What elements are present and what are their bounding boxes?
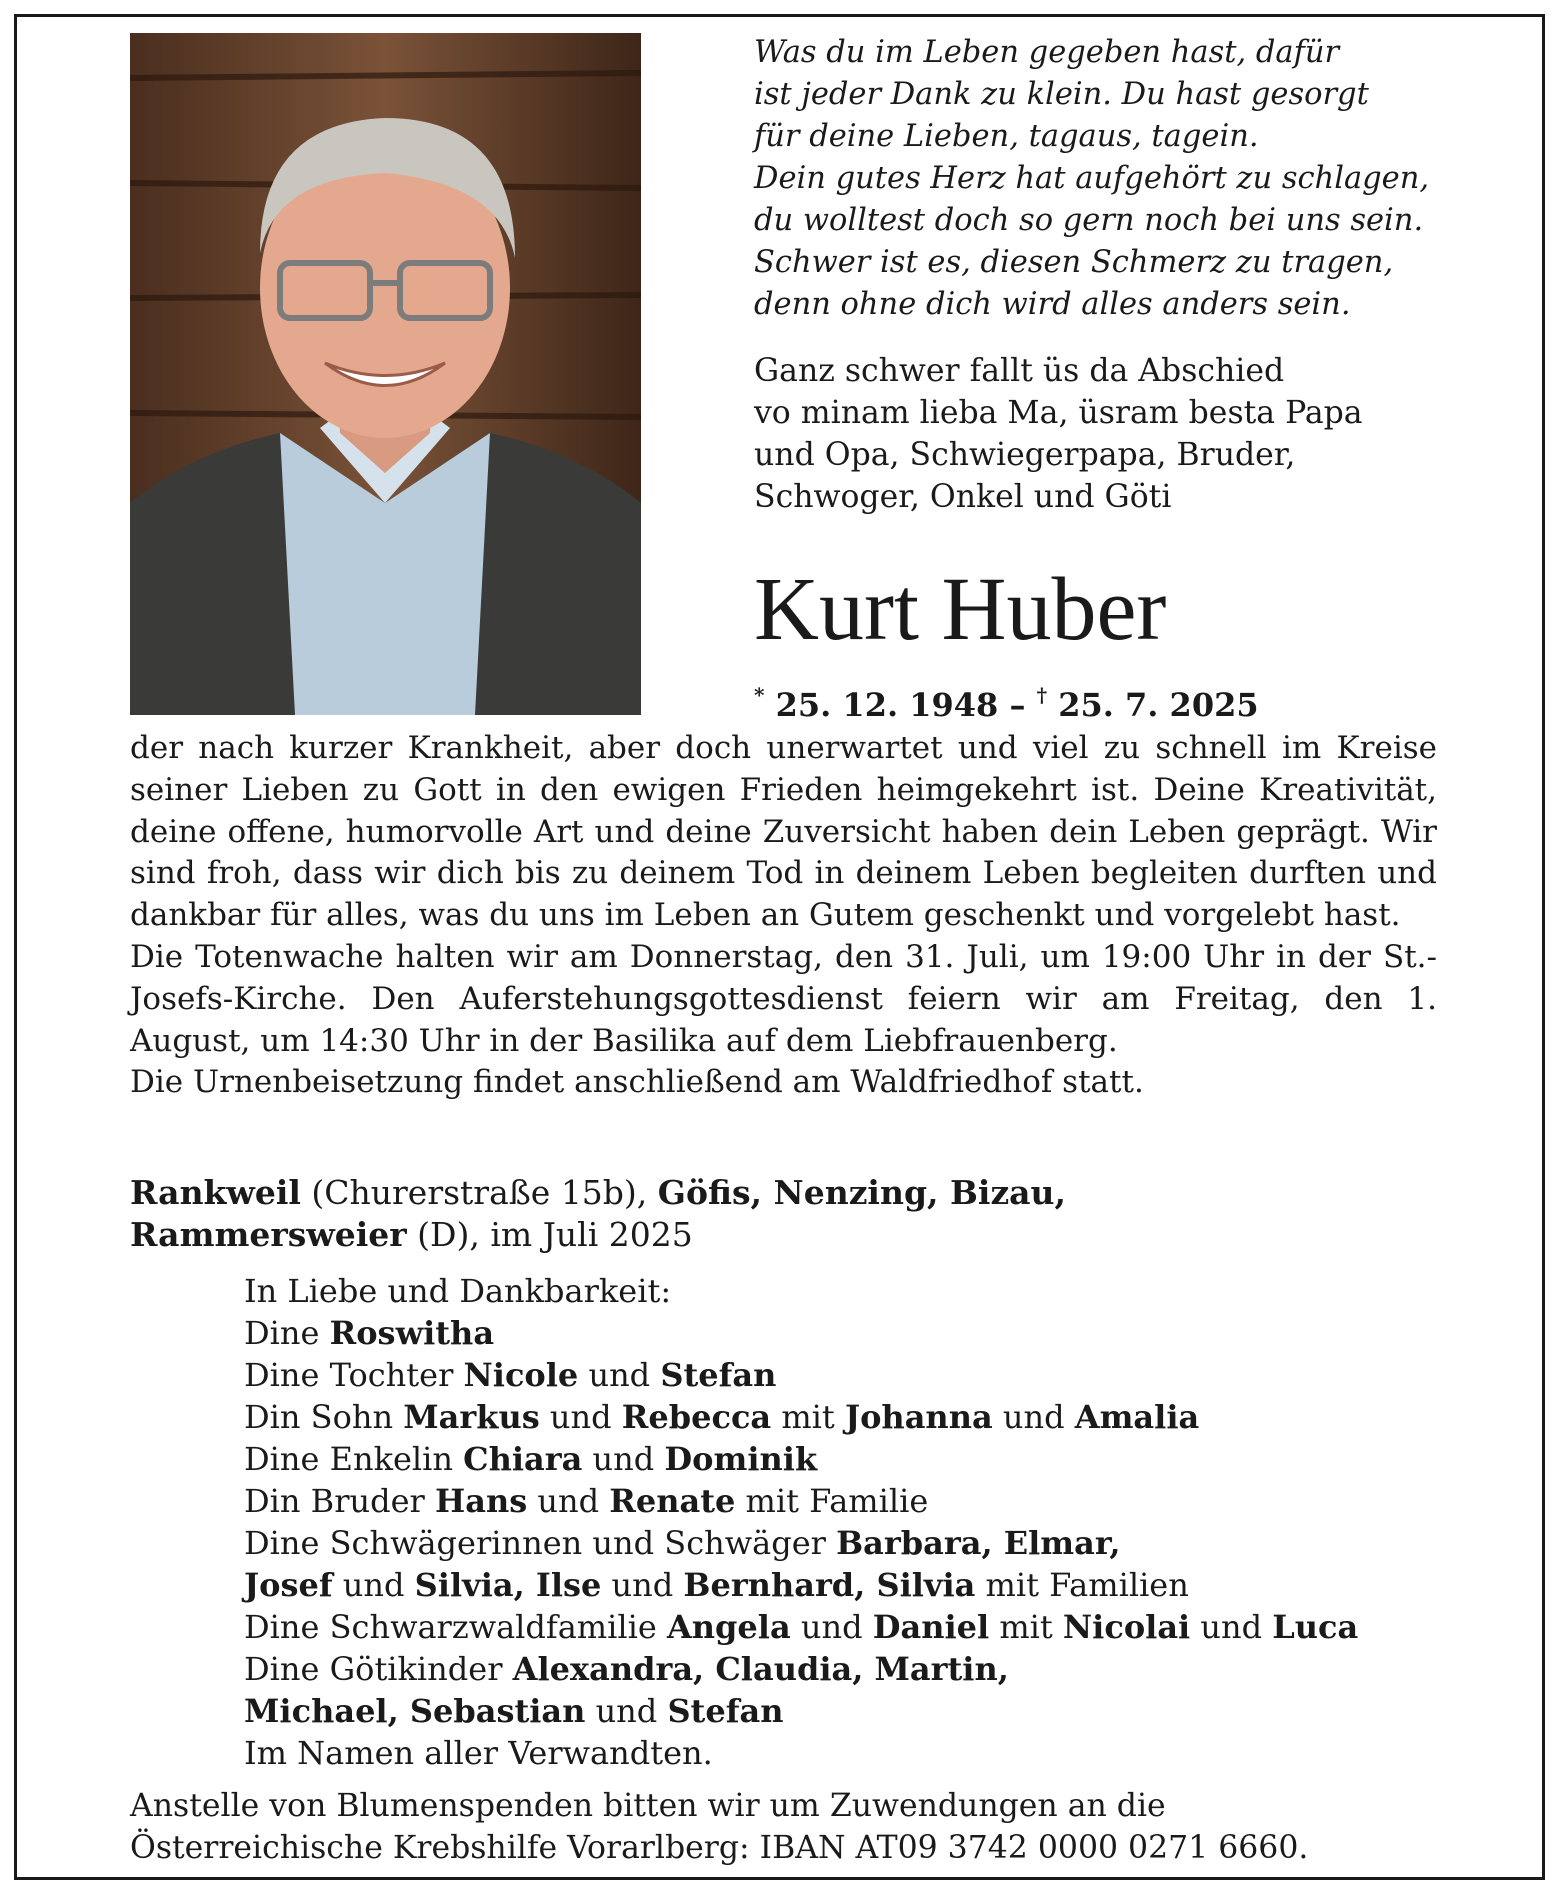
name-bold: Rankweil — [130, 1173, 301, 1212]
text-run: und — [332, 1566, 415, 1604]
text-run: mit — [989, 1608, 1063, 1646]
name-bold: Michael, Sebastian — [244, 1692, 586, 1730]
birth-mark: * — [754, 683, 765, 707]
portrait-photo — [130, 33, 641, 715]
name-bold: Alexandra, Claudia, Martin, — [512, 1650, 1009, 1688]
family-member-line — [244, 1522, 1494, 1564]
text-run: mit Familien — [975, 1566, 1189, 1604]
text-run: Dine Tochter — [244, 1356, 464, 1394]
poem-line: denn ohne dich wird alles anders sein. — [754, 287, 1351, 322]
text-run: Dine Enkelin — [244, 1440, 464, 1478]
body-paragraph: Die Totenwache halten wir am Donnerstag, den 31. Juli, um 19:00 Uhr in der St.-Josefs-Kirche. Den Auferstehungsgottesdienst feiern wir am Freitag, den 1. August, um 14:30 Uhr in der Basilika auf dem Liebfrauenberg. — [130, 938, 1437, 1059]
date-separator: – — [998, 686, 1037, 724]
family-member-line — [244, 1312, 1494, 1354]
name-bold: Markus — [403, 1398, 540, 1436]
name-bold: Silvia, Ilse — [414, 1566, 602, 1604]
deceased-name: Kurt Huber — [754, 560, 1167, 659]
name-bold: Rebecca — [621, 1398, 772, 1436]
text-run: (D), im Juli 2025 — [406, 1215, 693, 1254]
life-dates — [754, 670, 1259, 730]
name-bold: Stefan — [660, 1356, 777, 1394]
poem-verse — [754, 32, 1514, 326]
text-run: mit — [771, 1398, 845, 1436]
text-run: Dine Schwägerinnen und Schwäger — [244, 1524, 837, 1562]
places-and-date — [130, 1172, 1430, 1256]
name-bold: Stefan — [667, 1692, 784, 1730]
text-run: mit Familie — [735, 1482, 929, 1520]
text-run: Dine Schwarzwaldfamilie — [244, 1608, 667, 1646]
donation-line: Anstelle von Blumenspenden bitten wir um Zuwendungen an die — [130, 1788, 1166, 1824]
text-run: und — [992, 1398, 1075, 1436]
family-member-line — [244, 1480, 1494, 1522]
farewell-line: vo minam lieba Ma, üsram besta Papa — [754, 395, 1363, 431]
text-run: und — [585, 1692, 668, 1730]
poem-line: Schwer ist es, diesen Schmerz zu tragen, — [754, 245, 1394, 280]
family-list — [244, 1270, 1494, 1774]
name-bold: Nicole — [463, 1356, 579, 1394]
farewell-line: Ganz schwer fallt üs da Abschied — [754, 353, 1285, 389]
poem-line: du wolltest doch so gern noch bei uns sein. — [754, 203, 1424, 238]
name-bold: Chiara — [463, 1440, 583, 1478]
text-run: Dine Götikinder — [244, 1650, 513, 1688]
family-member-line — [244, 1690, 1494, 1732]
name-bold: Göfis, Nenzing, Bizau, — [657, 1173, 1067, 1212]
text-run: und — [527, 1482, 610, 1520]
name-bold: Bernhard, Silvia — [683, 1566, 976, 1604]
name-bold: Roswitha — [329, 1314, 495, 1352]
text-run: (Churerstraße 15b), — [300, 1173, 658, 1212]
text-run: Din Sohn — [244, 1398, 404, 1436]
family-lines — [244, 1312, 1494, 1732]
name-bold: Nicolai — [1062, 1608, 1191, 1646]
notice-body — [130, 728, 1437, 1104]
name-bold: Rammersweier — [130, 1215, 407, 1254]
places-line — [130, 1214, 1430, 1256]
death-date: 25. 7. 2025 — [1058, 686, 1259, 724]
name-bold: Renate — [609, 1482, 736, 1520]
family-closing: Im Namen aller Verwandten. — [244, 1734, 713, 1772]
poem-line: für deine Lieben, tagaus, tagein. — [754, 119, 1259, 154]
birth-date: 25. 12. 1948 — [775, 686, 999, 724]
farewell-line: und Opa, Schwiegerpapa, Bruder, — [754, 437, 1296, 473]
text-run: und — [539, 1398, 622, 1436]
family-member-line — [244, 1564, 1494, 1606]
name-bold: Barbara, Elmar, — [836, 1524, 1121, 1562]
poem-line: ist jeder Dank zu klein. Du hast gesorgt — [754, 77, 1369, 112]
name-bold: Dominik — [664, 1440, 818, 1478]
name-bold: Amalia — [1074, 1398, 1200, 1436]
name-bold: Angela — [666, 1608, 791, 1646]
name-bold: Johanna — [844, 1398, 993, 1436]
family-member-line — [244, 1648, 1494, 1690]
name-bold: Hans — [434, 1482, 528, 1520]
name-bold: Daniel — [872, 1608, 990, 1646]
body-paragraph: der nach kurzer Krankheit, aber doch unerwartet und viel zu schnell im Kreise seiner Lieben zu Gott in den ewigen Frieden heimgekehrt ist. Deine Kreativität, deine offene, humorvolle Art und deine Zuversicht haben dein Leben geprägt. Wir sind froh, dass wir dich bis zu deinem Tod in deinem Leben begleiten durften und dankbar für alles, was du uns im Leben an Gutem geschenkt und vorgelebt hast. — [130, 730, 1437, 934]
portrait-illustration — [130, 33, 641, 715]
name-bold: Luca — [1272, 1608, 1359, 1646]
text-run: und — [1190, 1608, 1273, 1646]
donation-line: Österreichische Krebshilfe Vorarlberg: IBAN AT09 3742 0000 0271 6660. — [130, 1830, 1309, 1866]
text-run: und — [601, 1566, 684, 1604]
family-heading: In Liebe und Dankbarkeit: — [244, 1272, 672, 1310]
donation-note — [130, 1785, 1450, 1869]
family-member-line — [244, 1354, 1494, 1396]
poem-line: Was du im Leben gegeben hast, dafür — [754, 35, 1340, 70]
text-run: und — [578, 1356, 661, 1394]
text-run: und — [582, 1440, 665, 1478]
poem-line: Dein gutes Herz hat aufgehört zu schlagen, — [754, 161, 1430, 196]
farewell-line: Schwoger, Onkel und Göti — [754, 479, 1172, 515]
text-run: Din Bruder — [244, 1482, 435, 1520]
body-paragraph: Die Urnenbeisetzung findet anschließend am Waldfriedhof statt. — [130, 1064, 1144, 1101]
family-member-line — [244, 1438, 1494, 1480]
family-member-line — [244, 1606, 1494, 1648]
text-run: Dine — [244, 1314, 330, 1352]
farewell-text — [754, 350, 1514, 518]
family-member-line — [244, 1396, 1494, 1438]
places-line — [130, 1172, 1430, 1214]
name-bold: Josef — [244, 1566, 333, 1604]
text-run: und — [790, 1608, 873, 1646]
death-mark: † — [1036, 683, 1048, 707]
